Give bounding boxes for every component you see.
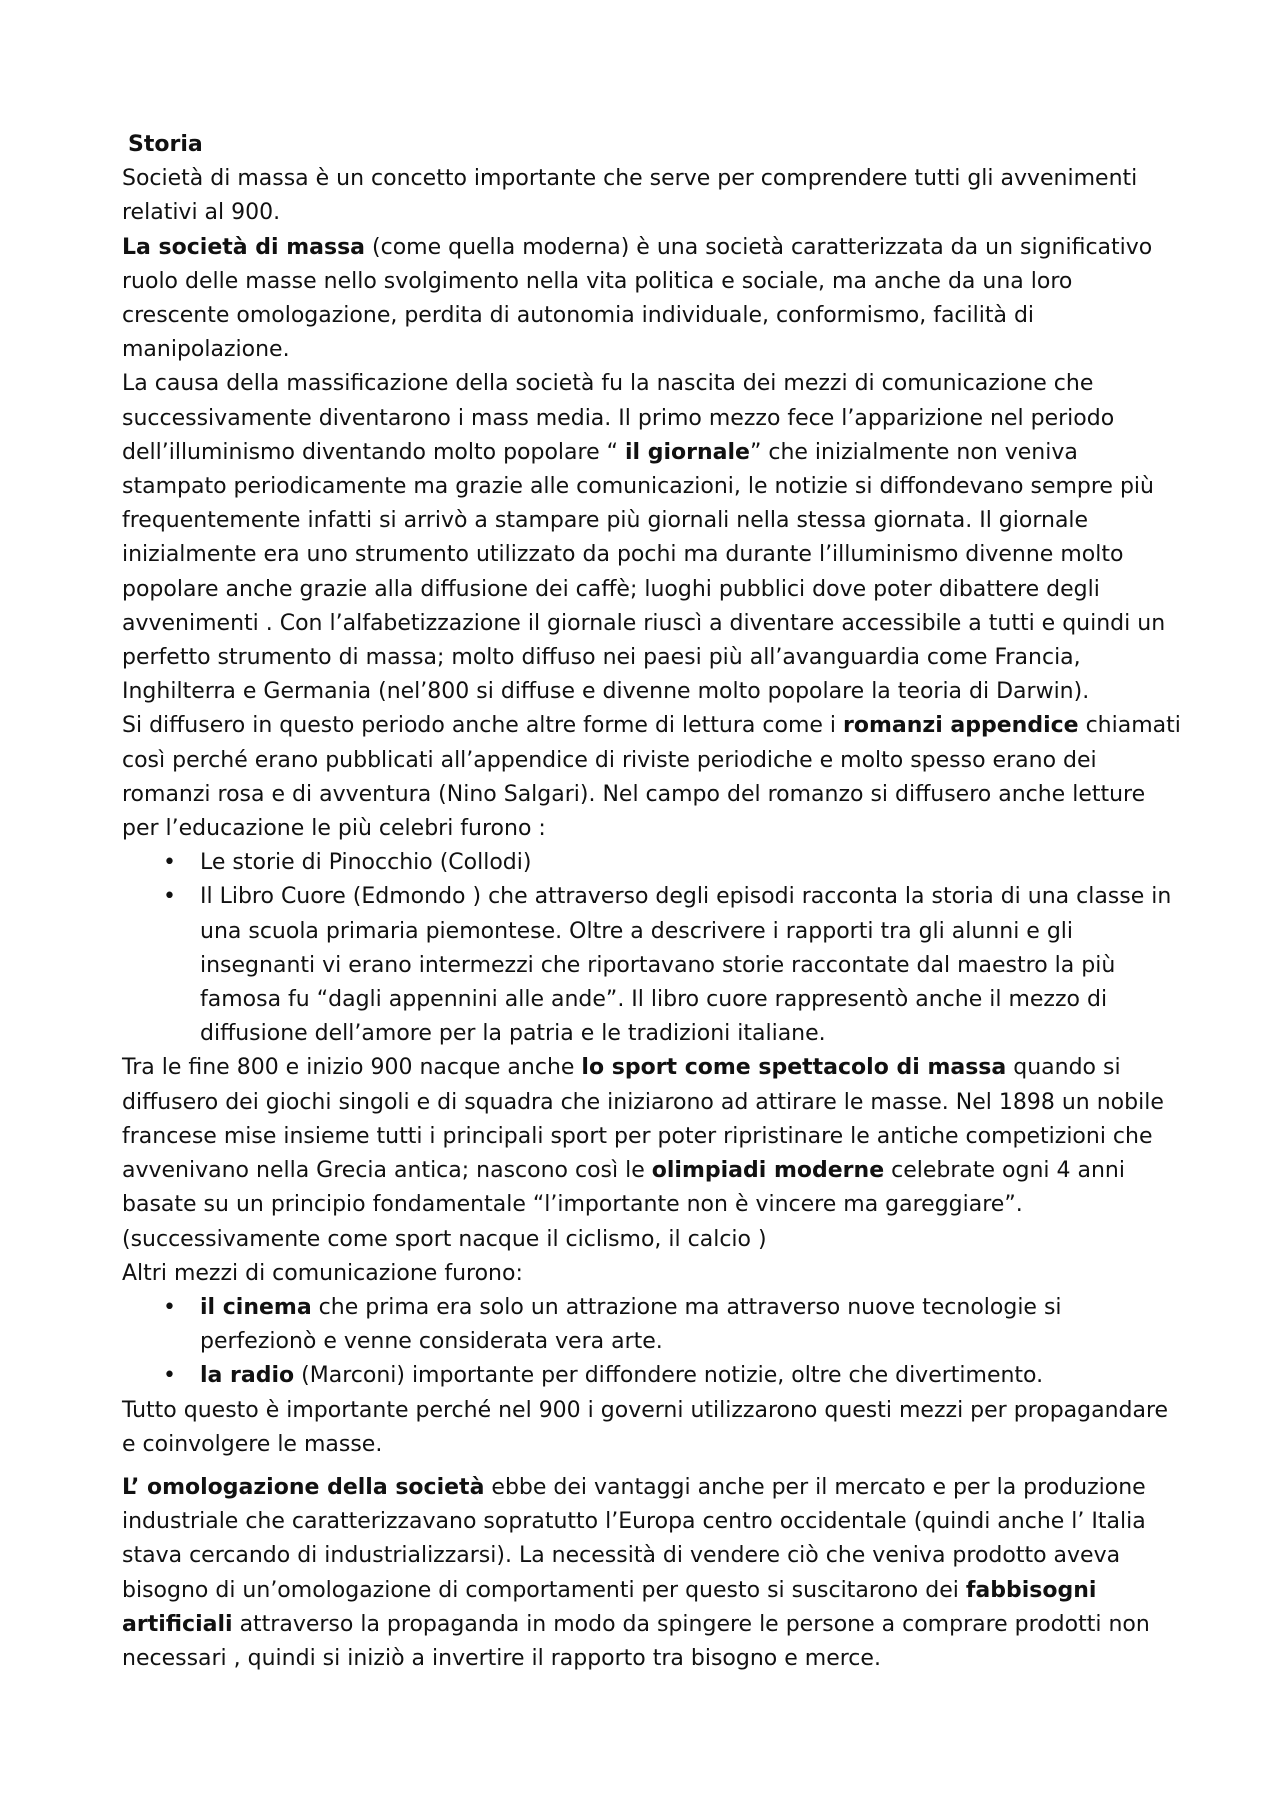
bold-term: il cinema (200, 1294, 312, 1320)
paragraph-text: attraverso la propaganda in modo da spingere le persone a comprare prodotti non necessari , quindi si iniziò a invertire il rapporto tra bisogno e merce. (122, 1611, 1150, 1671)
list-item-text: (Marconi) importante per diffondere notizie, oltre che divertimento. (294, 1363, 1044, 1389)
paragraph-newspaper (122, 367, 1182, 709)
paragraph-intro: Società di massa è un concetto importante che serve per comprendere tutti gli avvenimenti relativi al 900. (122, 166, 1138, 226)
education-books-list (122, 846, 1182, 1051)
paragraph-homologation (122, 1471, 1182, 1676)
paragraph-other-media: Altri mezzi di comunicazione furono: (122, 1260, 523, 1286)
paragraph-mass-society (122, 231, 1182, 368)
paragraph-text: Si diffusero in questo periodo anche altre forme di lettura come i (122, 713, 844, 739)
paragraph-text: celebrate ogni 4 anni basate su un principio fondamentale “l’importante non è vincere ma gareggiare”.(successivamente come sport nacque il ciclismo, il calcio ) (122, 1158, 1125, 1252)
paragraph-text: chiamati così perché erano pubblicati all’appendice di riviste periodiche e molto spesso erano dei romanzi rosa e di avventura (Nino Salgari). Nel campo del romanzo si diffusero anche letture per l’educazione le più celebri furono : (122, 713, 1181, 842)
list-item (200, 1359, 1182, 1393)
bold-term: lo sport come spettacolo di massa (581, 1055, 1007, 1081)
bold-term: fabbisogni artificiali (122, 1577, 1097, 1637)
document-title: Storia (128, 132, 203, 157)
list-item (200, 1291, 1182, 1359)
list-item: • Il Libro Cuore (Edmondo ) che attraverso degli episodi racconta la storia di una classe in una scuola primaria piemontese. Oltre a descrivere i rapporti tra gli alunni e gli insegnanti vi erano intermezzi che riportavano storie raccontate dal maestro la più famosa fu “dagli appennini alle ande”. Il libro cuore rappresentò anche il mezzo di diffusione dell’amore per la patria e le tradizioni italiane. (200, 880, 1182, 1051)
paragraph-text: ” che inizialmente non veniva stampato periodicamente ma grazie alle comunicazioni, le notizie si diffondevano sempre più frequentemente infatti si arrivò a stampare più giornali nella stessa giornata. Il giornale inizialmente era uno strumento utilizzato da pochi ma durante l’illuminismo divenne molto popolare anche grazie alla diffusione dei caffè; luoghi pubblici dove poter dibattere degli avvenimenti . Con l’alfabetizzazione il giornale riuscì a diventare accessibile a tutti e quindi un perfetto strumento di massa; molto diffuso nei paesi più all’avanguardia come Francia, Inghilterra e Germania (nel’800 si diffuse e divenne molto popolare la teoria di Darwin). (122, 439, 1166, 705)
document-page (122, 128, 1182, 1676)
bold-term: L’ omologazione della società (122, 1474, 485, 1500)
bold-term: la radio (200, 1363, 295, 1389)
bold-term: il giornale (625, 439, 750, 465)
bold-term: olimpiadi moderne (651, 1158, 885, 1184)
paragraph-governments: Tutto questo è importante perché nel 900 i governi utilizzarono questi mezzi per propagandare e coinvolgere le masse. (122, 1397, 1169, 1457)
list-item: • Le storie di Pinocchio (Collodi) (200, 846, 1182, 880)
bold-term: La società di massa (122, 234, 366, 260)
paragraph-text: ebbe dei vantaggi anche per il mercato e per la produzione industriale che caratterizzavano sopratutto l’Europa centro occidentale (quindi anche l’ Italia stava cercando di industrializzarsi). La necessità di vendere ciò che veniva prodotto aveva bisogno di un’omologazione di comportamenti per questo si suscitarono dei (122, 1474, 1146, 1603)
paragraph-text: La causa della massificazione della società fu la nascita dei mezzi di comunicazione che successivamente diventarono i mass media. Il primo mezzo fece l’apparizione nel periodo dell’illuminismo diventando molto popolare “ (122, 371, 1115, 465)
paragraph-sport (122, 1051, 1182, 1256)
other-media-list (122, 1291, 1182, 1394)
paragraph-text: quando si diffusero dei giochi singoli e di squadra che iniziarono ad attirare le masse. Nel 1898 un nobile francese mise insieme tutti i principali sport per poter ripristinare le antiche competizioni che avvenivano nella Grecia antica; nascono così le (122, 1055, 1164, 1184)
paragraph-text: (come quella moderna) è una società caratterizzata da un significativo ruolo delle masse nello svolgimento nella vita politica e sociale, ma anche da una loro crescente omologazione, perdita di autonomia individuale, conformismo, facilità di manipolazione. (122, 234, 1153, 363)
paragraph-novels (122, 709, 1182, 846)
paragraph-text: Tra le fine 800 e inizio 900 nacque anche (122, 1055, 582, 1081)
bold-term: romanzi appendice (843, 713, 1079, 739)
list-item-text: che prima era solo un attrazione ma attraverso nuove tecnologie si perfezionò e venne considerata vera arte. (200, 1294, 1062, 1355)
